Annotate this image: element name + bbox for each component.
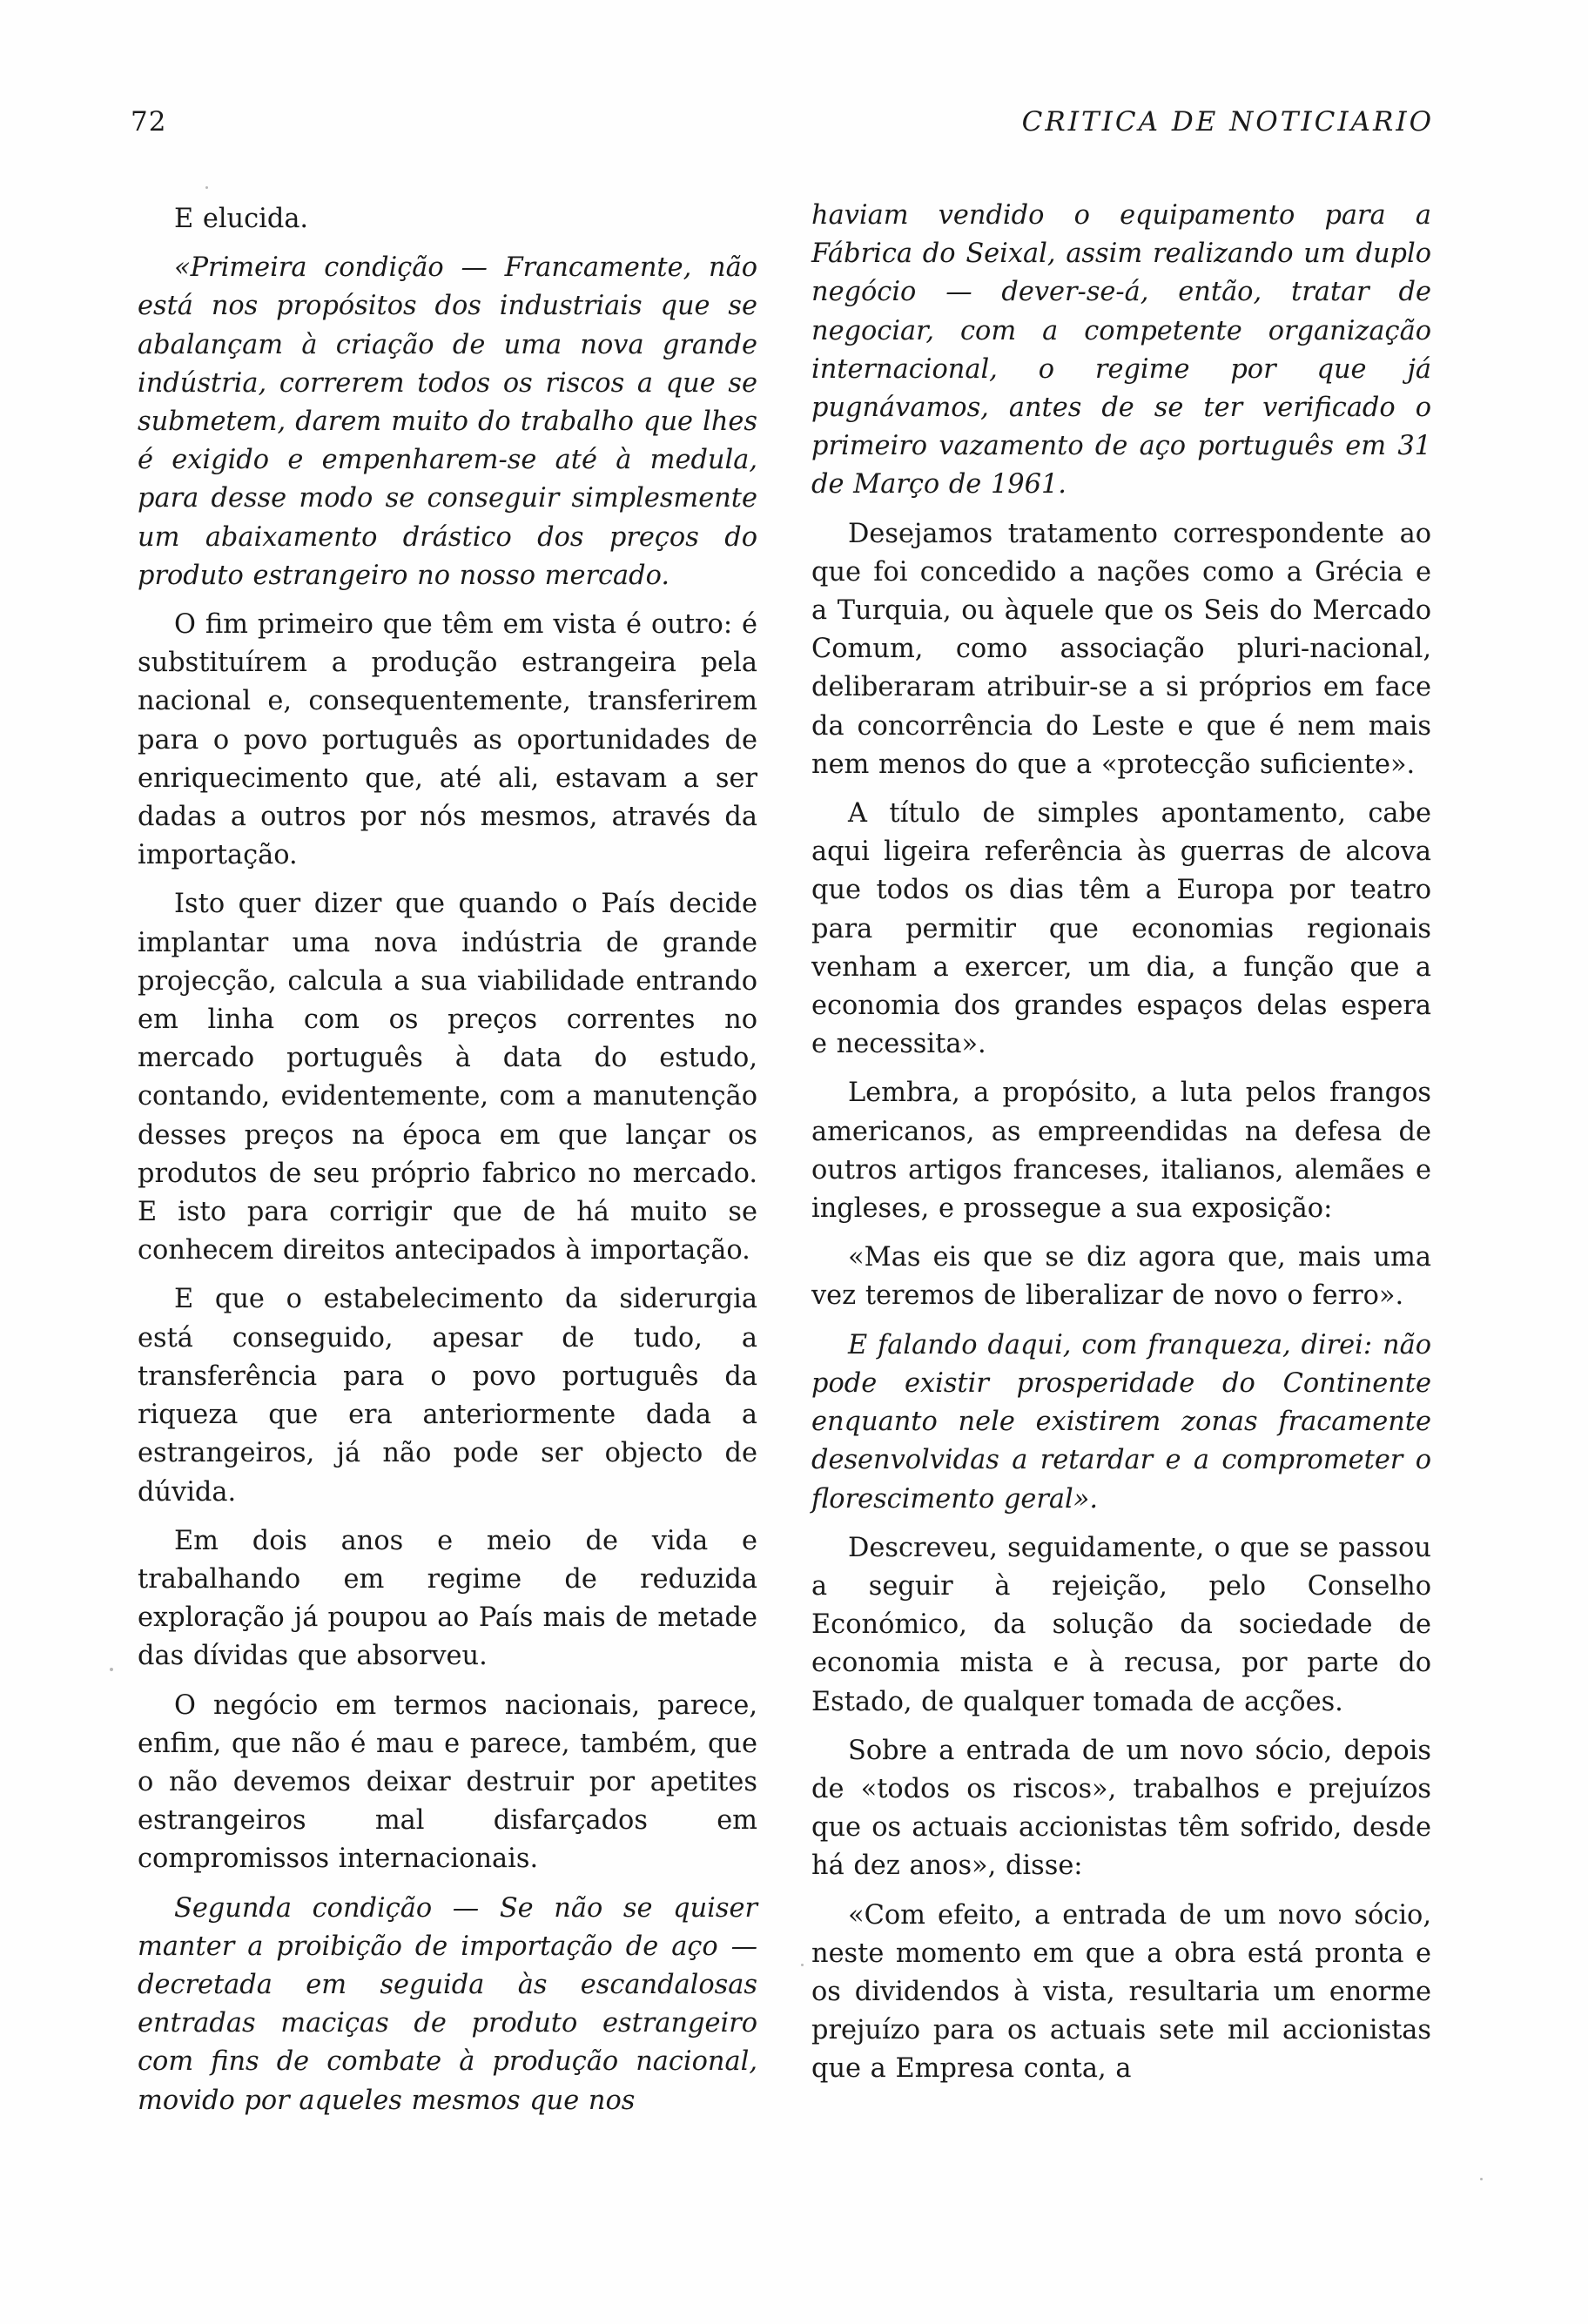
- paragraph-quote: E falando daqui, com franqueza, direi: não pode existir prosperidade do Continente enquanto nele existirem zonas fracamente desenvolvidas a retardar e a comprometer o florescimento geral».: [811, 1329, 1431, 1515]
- paragraph: A título de simples apontamento, cabe aqui ligeira referência às guerras de alcova que todos os dias têm a Europa por teatro para permitir que economias regionais venham a exercer, um dia, a função que a economia dos grandes espaços delas espera e necessita».: [811, 798, 1431, 1060]
- scan-speck: [205, 186, 208, 189]
- page-number: 72: [131, 106, 167, 138]
- paragraph-quote: «Com efeito, a entrada de um novo sócio, neste momento em que a obra está pronta e os dividendos à vista, resultaria um enorme prejuízo para os actuais sete mil accionistas que a Empresa conta, a: [811, 1899, 1431, 2085]
- paragraph-quote: «Mas eis que se diz agora que, mais uma vez teremos de liberalizar de novo o ferro».: [811, 1242, 1431, 1312]
- paragraph-quote: Segunda condição — Se não se quiser manter a proibição de importação de aço — decretada em seguida às escandalosas entradas maciças de produto estrangeiro com fins de combate à produção nacional, movido por aqueles mesmos que nos: [138, 1892, 757, 2116]
- paragraph-continuation: haviam vendido o equipamento para a Fábrica do Seixal, assim realizando um duplo negócio — dever-se-á, então, tratar de negociar, com a competente organização internacional, o regime por que já pugnávamos, antes de se ter verificado o primeiro vazamento de aço português em 31 de Março de 1961.: [811, 200, 1431, 500]
- left-column: [138, 200, 757, 2131]
- paragraph: Isto quer dizer que quando o País decide implantar uma nova indústria de grande projecção, calcula a sua viabilidade entrando em linha com os preços correntes no mercado português à data do estudo, contando, evidentemente, com a manutenção desses preços na época em que lançar os produtos de seu próprio fabrico no mercado. E isto para corrigir que de há muito se conhecem direitos antecipados à importação.: [138, 889, 757, 1266]
- paragraph: O negócio em termos nacionais, parece, enfim, que não é mau e parece, também, que o não devemos deixar destruir por apetites estrangeiros mal disfarçados em compromissos internacionais.: [138, 1689, 757, 1875]
- paragraph: Lembra, a propósito, a luta pelos frangos americanos, as empreendidas na defesa de outros artigos franceses, italianos, alemães e ingleses, e prossegue a sua exposição:: [811, 1078, 1431, 1225]
- paragraph: Descreveu, seguidamente, o que se passou a seguir à rejeição, pelo Conselho Económico, da solução da sociedade de economia mista e à recusa, por parte do Estado, de qualquer tomada de acções.: [811, 1532, 1431, 1717]
- paragraph-quote: «Primeira condição — Francamente, não está nos propósitos dos industriais que se abalançam à criação de uma nova grande indústria, correrem todos os riscos a que se submetem, darem muito do trabalho que lhes é exigido e empenharem-se até à medula, para desse modo se conseguir simplesmente um abaixamento drástico dos preços do produto estrangeiro no nosso mercado.: [138, 252, 757, 591]
- paragraph: O fim primeiro que têm em vista é outro: é substituírem a produção estrangeira pela nacional e, consequentemente, transferirem para o povo português as oportunidades de enriquecimento que, até ali, estavam a ser dadas a outros por nós mesmos, através da importação.: [138, 609, 757, 871]
- paragraph: E elucida.: [174, 204, 309, 234]
- running-head: CRITICA DE NOTICIARIO: [1021, 106, 1434, 138]
- paragraph: Em dois anos e meio de vida e trabalhando em regime de reduzida exploração já poupou ao País mais de metade das dívidas que absorveu.: [138, 1525, 757, 1672]
- paragraph: Desejamos tratamento correspondente ao que foi concedido a nações como a Grécia e a Turquia, ou àquele que os Seis do Mercado Comum, como associação pluri-nacional, deliberaram atribuir-se a si próprios em face da concorrência do Leste e que é nem mais nem menos do que a «protecção suficiente».: [811, 518, 1431, 780]
- scan-speck: [801, 1964, 804, 1966]
- paragraph: Sobre a entrada de um novo sócio, depois de «todos os riscos», trabalhos e prejuízos que os actuais accionistas têm sofrido, desde há dez anos», disse:: [811, 1735, 1431, 1882]
- paragraph: E que o estabelecimento da siderurgia está conseguido, apesar de tudo, a transferência para o povo português da riqueza que era anteriormente dada a estrangeiros, já não pode ser objecto de dúvida.: [138, 1284, 757, 1508]
- scan-speck: [110, 1668, 113, 1671]
- right-column: [811, 197, 1431, 2099]
- scan-speck: [1480, 2178, 1483, 2180]
